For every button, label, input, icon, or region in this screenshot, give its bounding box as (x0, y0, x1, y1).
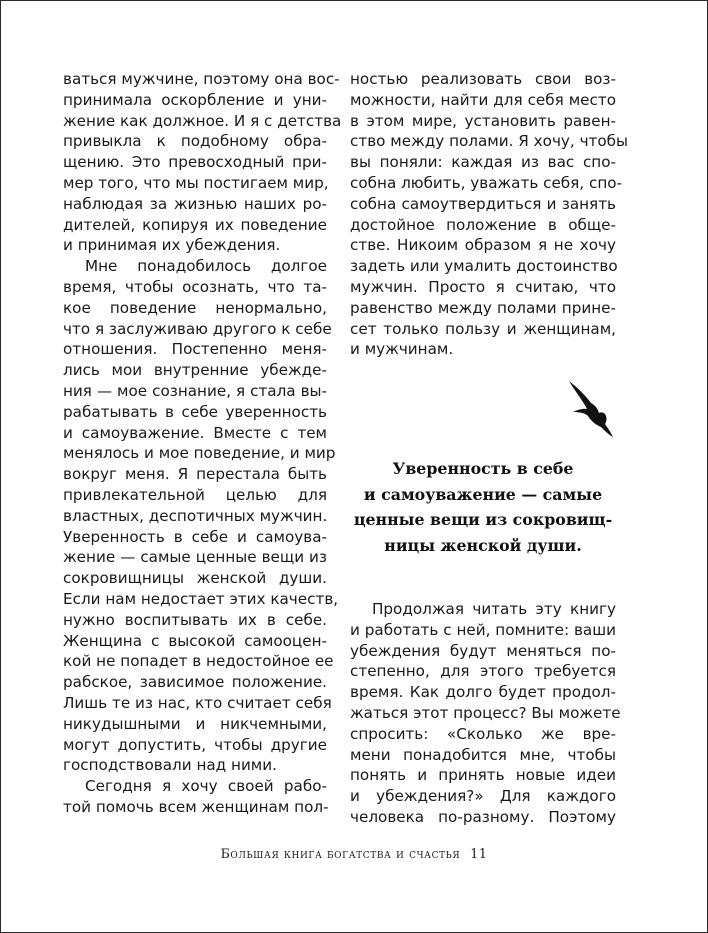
pull-quote-line: Уверенность в себе (392, 459, 574, 478)
text-line: понять и принять новые идеи (350, 766, 616, 785)
text-line: кое поведение ненормально, (63, 298, 327, 317)
text-line: Продолжая читать эту книгу (372, 600, 616, 618)
text-line: и самоуважение. Вместе с тем (63, 423, 327, 442)
text-line: могут допустить, чтобы другие (63, 735, 327, 754)
pull-quote-line: и самоуважение — самые (363, 484, 603, 504)
text-line: привыкла к подобному обра- (63, 132, 327, 151)
text-line: Женщина с высокой самооцен- (63, 631, 327, 650)
text-line: принимала оскорбление и уни- (63, 90, 327, 109)
text-line: жение как должное. И я с детства (63, 111, 342, 130)
paragraph (63, 256, 339, 776)
text-line: и убеждения?» Для каждого (350, 787, 616, 806)
text-line: мени понадобится мне, чтобы (350, 745, 616, 764)
text-line: наблюдая за жизнью наших ро- (63, 194, 327, 213)
right-column (350, 69, 629, 360)
text-line: ния — мое сознание, я стала вы- (63, 381, 327, 400)
pull-quote (350, 456, 616, 558)
text-line: отношения. Постепенно меня- (63, 340, 327, 359)
text-line: и принимая их убеждения. (63, 236, 281, 255)
text-line: сет только пользу и женщинам, (350, 319, 616, 338)
text-line: той помочь всем женщинам пол- (63, 797, 329, 816)
pull-quote-line: ницы женской души. (384, 535, 582, 555)
text-line: время, чтобы осознать, что та- (63, 277, 327, 296)
text-line: убеждения будут меняться по- (350, 641, 616, 660)
text-line: рабское, зависимое положение. (63, 673, 327, 692)
text-line: кой не попадет в недостойное ее (63, 652, 334, 671)
text-line: в этом мире, установить равен- (350, 111, 616, 130)
pull-quote-line: ценные вещи из сокровищ- (353, 510, 613, 529)
swallow-icon (563, 379, 615, 439)
text-line: нужно воспитывать их в себе. (63, 610, 327, 629)
left-column (63, 69, 342, 818)
paragraph (350, 69, 629, 360)
text-line: человека по-разному. Поэтому (350, 807, 616, 826)
text-line: сокровищницы женской души. (63, 569, 327, 588)
text-line: лись мои внутренние убежде- (63, 361, 327, 380)
text-line: Сегодня я хочу своей рабо- (85, 777, 327, 796)
text-line: никудышными и никчемными, (63, 714, 327, 733)
text-line: что я заслуживаю другого к себе (63, 319, 332, 338)
text-line: достойное положение в обще- (350, 215, 616, 234)
text-line: властных, деспотичных мужчин. (63, 506, 328, 525)
text-line: спросить: «Сколько же вре- (350, 724, 616, 743)
running-title: Большая книга богатства и счастья (220, 846, 461, 861)
page-number: 11 (470, 846, 488, 861)
text-line: жаться этот процесс? Вы можете (350, 703, 621, 722)
text-line: степенно, для этого требуется (350, 662, 616, 681)
paragraph (350, 599, 621, 828)
paragraph (63, 776, 327, 818)
text-line: и мужчинам. (350, 340, 454, 359)
text-line: задеть или умалить достоинство (350, 257, 618, 276)
text-line: привлекательной целью для (63, 485, 327, 504)
text-line: господствовали над ними. (63, 756, 277, 775)
text-line: мер того, что мы постигаем мир, (63, 173, 329, 192)
text-line: собна любить, уважать себя, спо- (350, 173, 623, 192)
running-footer (1, 846, 707, 861)
text-line: Уверенность в себе и самоува- (63, 527, 327, 546)
text-line: вы поняли: каждая из вас спо- (350, 153, 616, 172)
text-line: Если нам недостает этих качеств, (63, 589, 339, 608)
text-line: дителей, копируя их поведение (63, 215, 327, 234)
text-line: ностью реализовать свои воз- (350, 70, 616, 88)
text-line: щению. Это превосходный при- (63, 153, 327, 172)
right-column-continued (350, 599, 621, 828)
text-line: менялось и мое поведение, и мир (63, 444, 336, 463)
text-line: собна самоутвердиться и занять (350, 194, 616, 213)
paragraph (63, 69, 342, 256)
text-line: вокруг меня. Я перестала быть (63, 465, 327, 484)
text-line: стве. Никоим образом я не хочу (350, 236, 616, 255)
text-line: ство между полами. Я хочу, чтобы (350, 132, 629, 151)
text-line: мужчин. Просто я считаю, что (350, 277, 616, 296)
text-line: время. Как долго будет продол- (350, 683, 616, 702)
text-line: жение — самые ценные вещи из (63, 548, 327, 567)
text-line: равенство между полами прине- (350, 298, 616, 317)
text-line: можности, найти для себя место (350, 90, 616, 109)
text-line: Лишь те из нас, кто считает себя (63, 693, 332, 712)
text-line: рабатывать в себе уверенность (63, 402, 327, 421)
text-line: ваться мужчине, поэтому она вос- (63, 70, 340, 88)
text-line: и работать с ней, помните: ваши (350, 620, 616, 639)
text-line: Мне понадобилось долгое (85, 257, 327, 276)
